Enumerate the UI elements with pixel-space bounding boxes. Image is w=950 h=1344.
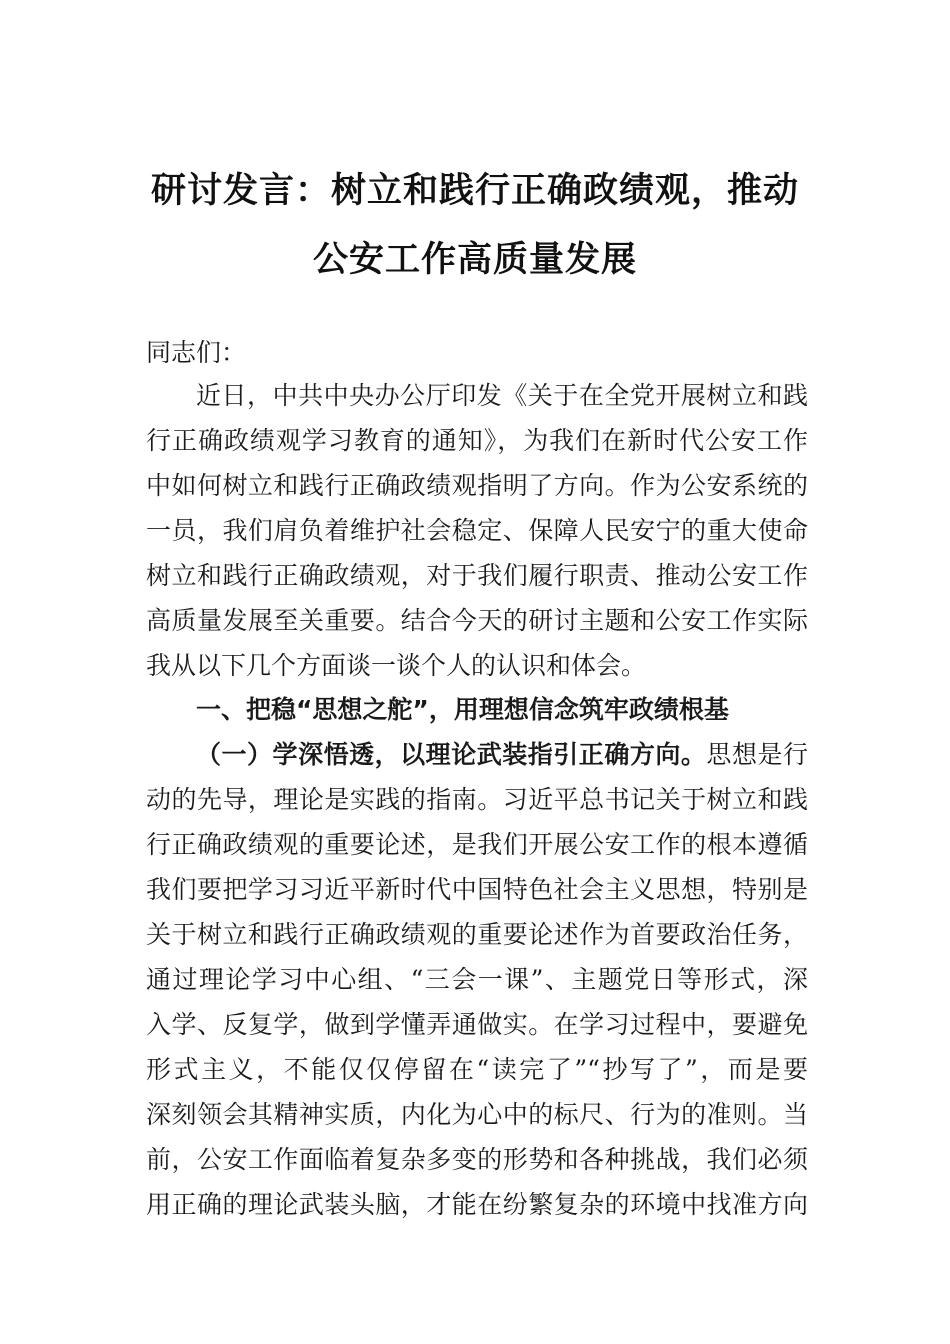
subsection-first-line bbox=[196, 739, 808, 771]
intro-line: 树立和践行正确政绩观，对于我们履行职责、推动公安工作 bbox=[146, 561, 808, 590]
document-title-line-1: 研讨发言：树立和践行正确政绩观，推动 bbox=[150, 170, 799, 211]
body-line: 入学、反复学，做到学懂弄通做实。在学习过程中，要避免 bbox=[146, 1010, 808, 1039]
subsection-first-rest: 思想是行 bbox=[706, 740, 808, 769]
intro-line: 高质量发展至关重要。结合今天的研讨主题和公安工作实际 bbox=[146, 606, 808, 635]
body-line: 前，公安工作面临着复杂多变的形势和各种挑战，我们必须 bbox=[146, 1145, 808, 1174]
body-line: 我们要把学习习近平新时代中国特色社会主义思想，特别是 bbox=[146, 875, 808, 904]
intro-line: 我从以下几个方面谈一谈个人的认识和体会。 bbox=[146, 651, 647, 680]
salutation: 同志们： bbox=[146, 338, 247, 367]
body-line: 形式主义，不能仅仅停留在“读完了”“抄写了”，而是要 bbox=[146, 1055, 808, 1084]
document-title-line-2: 公安工作高质量发展 bbox=[312, 239, 637, 280]
body-line: 用正确的理论武装头脑，才能在纷繁复杂的环境中找准方向 bbox=[146, 1190, 808, 1219]
subsection-title: （一）学深悟透，以理论武装指引正确方向。 bbox=[196, 740, 707, 769]
body-line: 通过理论学习中心组、“三会一课”、主题党日等形式，深 bbox=[146, 965, 808, 994]
intro-line: 行正确政绩观学习教育的通知》，为我们在新时代公安工作 bbox=[146, 426, 808, 455]
body-line: 行正确政绩观的重要论述，是我们开展公安工作的根本遵循 bbox=[146, 830, 808, 859]
intro-line: 中如何树立和践行正确政绩观指明了方向。作为公安系统的 bbox=[146, 471, 808, 500]
section-heading: 一、把稳“思想之舵”，用理想信念筑牢政绩根基 bbox=[196, 695, 729, 724]
intro-line: 近日，中共中央办公厅印发《关于在全党开展树立和践 bbox=[196, 381, 808, 410]
intro-line: 一员，我们肩负着维护社会稳定、保障人民安宁的重大使命 bbox=[146, 516, 808, 545]
body-line: 关于树立和践行正确政绩观的重要论述作为首要政治任务， bbox=[146, 920, 808, 949]
body-line: 深刻领会其精神实质，内化为心中的标尺、行为的准则。当 bbox=[146, 1100, 808, 1129]
body-line: 动的先导，理论是实践的指南。习近平总书记关于树立和践 bbox=[146, 785, 808, 814]
